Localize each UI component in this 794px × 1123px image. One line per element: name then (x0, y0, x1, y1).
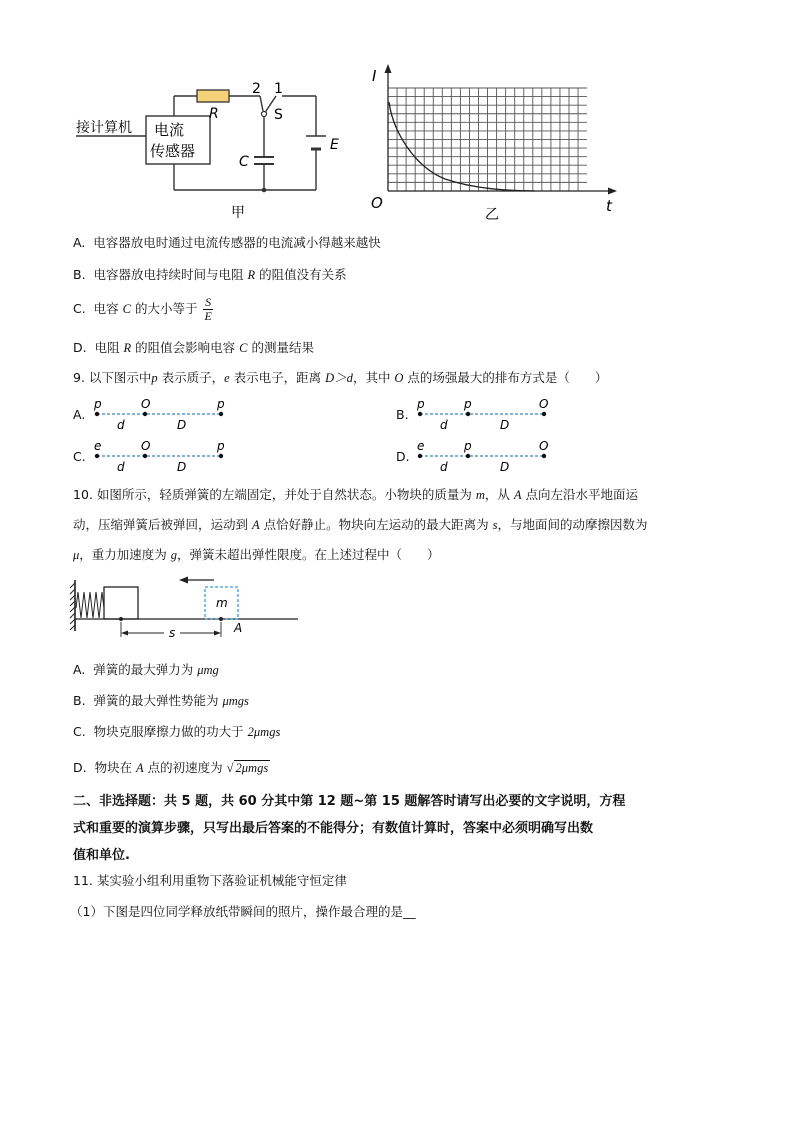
var-r: R (247, 268, 256, 282)
section-2-heading (73, 788, 753, 869)
option-text: 的测量结果 (247, 340, 314, 355)
svg-text:D: D (500, 418, 510, 432)
distance-label: s (169, 626, 176, 640)
svg-text:p: p (464, 439, 472, 453)
fraction-s-over-e: $\frac{S}{E}$ (204, 295, 212, 323)
computer-label: 接计算机 (76, 120, 132, 136)
switch-pivot (262, 112, 267, 117)
option-letter: D. (73, 340, 87, 355)
capacitor-label: C (239, 154, 249, 170)
sensor-label-line2: 传感器 (150, 142, 196, 160)
switch-position-2: 2 (252, 81, 261, 97)
resistor-r (197, 90, 229, 102)
q10-stem (73, 480, 733, 570)
svg-text:d: d (440, 460, 448, 474)
option-text: 电容器放电时通过电流传感器的电流减小得越来越快 (93, 235, 381, 250)
svg-text:d: d (117, 460, 125, 474)
q10-stem-line3: μ，重力加速度为 g，弹簧未超出弹性限度。在上述过程中（ ） (73, 547, 440, 562)
q10-option-a[interactable]: A. 弹簧的最大弹力为 μmg (73, 662, 219, 677)
arrow-left-icon (179, 577, 188, 584)
charge-arrangement-c (93, 438, 228, 474)
q10-stem-line1: 10. 如图所示，轻质弹簧的左端固定，并处于自然状态。小物块的质量为 m，从 A 点向左沿水平地面运 (73, 487, 638, 502)
section-2-line2: 式和重要的演算步骤，只写出最后答案的不能得分；有数值计算时，答案中必须明确写出数 (73, 821, 594, 836)
sqrt-expression: √ 2μmgs (226, 761, 269, 775)
origin-label: O (371, 194, 383, 212)
charge-arrangement-d (416, 438, 551, 474)
sensor-label-line1: 电流 (154, 121, 185, 139)
current-time-graph-yi (365, 62, 625, 222)
svg-text:O: O (539, 397, 549, 411)
spring (76, 592, 104, 618)
svg-text:e: e (94, 439, 102, 453)
svg-text:p: p (217, 439, 225, 453)
var-r: R (123, 341, 132, 355)
option-text: 的大小等于 (130, 301, 198, 316)
q11-stem: 11. 某实验小组利用重物下落验证机械能守恒定律 (73, 873, 347, 888)
option-text: 电阻 (94, 340, 124, 355)
q10-stem-line2: 动，压缩弹簧后被弹回，运动到 A 点恰好静止。物块向左运动的最大距离为 s，与地面间的动摩擦因数为 (73, 517, 648, 532)
battery-label: E (330, 137, 339, 153)
var-c: C (239, 341, 248, 355)
resistor-label: R (209, 106, 219, 122)
charge-arrangement-a (93, 396, 228, 432)
svg-text:p: p (417, 397, 425, 411)
figure-caption-yi: 乙 (485, 207, 499, 222)
figure-caption-jia: 甲 (231, 205, 245, 221)
option-letter: C. (73, 301, 86, 316)
option-letter: A. (73, 235, 86, 250)
var-c: C (122, 302, 131, 316)
option-text: 的阻值没有关系 (255, 267, 347, 282)
q8-option-b[interactable] (73, 266, 347, 284)
q10-option-b[interactable]: B. 弹簧的最大弹性势能为 μmgs (73, 693, 249, 708)
option-text: 的阻值会影响电容 (131, 340, 240, 355)
point-a-label: A (234, 621, 243, 635)
switch-position-1: 1 (274, 81, 283, 97)
q10-option-c[interactable]: C. 物块克服摩擦力做的功大于 2μmgs (73, 724, 281, 739)
option-text: 电容 (93, 301, 123, 316)
svg-text:p: p (217, 397, 225, 411)
discharge-curve (389, 102, 535, 191)
spring-block-diagram (68, 575, 308, 645)
svg-text:O: O (539, 439, 549, 453)
mass-label: m (216, 596, 228, 610)
q9-stem: 9. 以下图示中p 表示质子，e 表示电子，距离 D＞d，其中 O 点的场强最大的排布方式是（ ） (73, 370, 608, 385)
svg-text:D: D (177, 418, 187, 432)
svg-text:p: p (94, 397, 102, 411)
q11-sub1: （1）下图是四位同学释放纸带瞬间的照片，操作最合理的是__ (70, 904, 416, 919)
svg-text:e: e (417, 439, 425, 453)
option-letter: B. (73, 267, 86, 282)
section-2-line1: 二、非选择题：共 5 题，共 60 分其中第 12 题~第 15 题解答时请写出必要的文字说明，方程 (73, 794, 626, 809)
q8-option-a[interactable] (73, 234, 381, 252)
switch-label: S (274, 107, 283, 123)
charge-arrangement-b (416, 396, 551, 432)
i-axis-label: I (372, 67, 377, 85)
svg-text:O: O (141, 397, 151, 411)
q10-option-d[interactable]: D. 物块在 A 点的初速度为 √ 2μmgs (73, 760, 269, 775)
circuit-diagram-jia (70, 78, 360, 228)
option-text: 电容器放电持续时间与电阻 (93, 267, 248, 282)
svg-text:D: D (500, 460, 510, 474)
section-2-line3: 值和单位. (73, 848, 130, 863)
svg-text:p: p (464, 397, 472, 411)
svg-text:d: d (117, 418, 125, 432)
q8-option-d[interactable] (73, 339, 314, 357)
q8-option-c[interactable] (73, 293, 215, 325)
t-axis-label: t (606, 197, 612, 215)
svg-text:O: O (141, 439, 151, 453)
svg-text:D: D (177, 460, 187, 474)
block-compressed (104, 587, 138, 619)
svg-text:d: d (440, 418, 448, 432)
